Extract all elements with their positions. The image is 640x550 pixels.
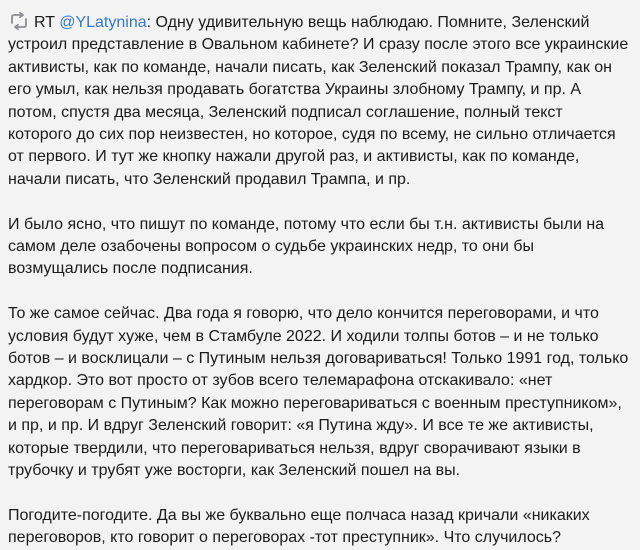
author-handle-link[interactable]: @YLatynina (59, 14, 147, 31)
rt-label: RT (34, 14, 55, 31)
paragraph-1-text: Одну удивительную вещь наблюдаю. Помните, Зеленский устроил представление в Овальном кабинете? И сразу после этого все украинские активисты, как по команде, начали писать, как Зеленский показал Трампу, как он его умыл, как нельзя продавать богатства Украины злобному Трампу, и пр. А потом, спустя два месяца, Зеленский подписал соглашение, полный текст которого до сих пор неизвестен, но которое, судя по всему, не сильно отличается от первого. И тут же кнопку нажали другой раз, и активисты, как по команде, начали писать, что Зеленский продавил Трампа, и пр. (8, 14, 629, 188)
paragraph-2: И было ясно, что пишут по команде, потому что если бы т.н. активисты были на самом деле озабочены вопросом о судьбе украинских недр, то они бы возмущались после подписания. (8, 215, 605, 278)
paragraph-3: То же самое сейчас. Два года я говорю, что дело кончится переговорами, и что условия будут хуже, чем в Стамбуле 2022. И ходили толпы ботов – и не только ботов – и восклицали – с Путиным нельзя договариваться! Только 1991 год, только хардкор. Это вот просто от зубов всего телемарафона отскакивало: «нет переговорам с Путиным? Как можно переговариваться с военным преступником», и пр, и пр. И вдруг Зеленский говорит: «я Путина жду». И все те же активисты, которые твердили, что переговариваться нельзя, вдруг сворачивают языки в трубочку и трубят уже восторги, как Зеленский пошел на вы. (8, 305, 629, 480)
paragraph-1 (8, 12, 630, 191)
paragraph-4: Погодите-погодите. Да вы же буквально еще полчаса назад кричали «никаких переговоров, кто говорит о переговорах -тот преступник». Что случилось? (8, 506, 590, 547)
handle-colon: : (146, 14, 152, 31)
retweet-icon (8, 12, 30, 30)
